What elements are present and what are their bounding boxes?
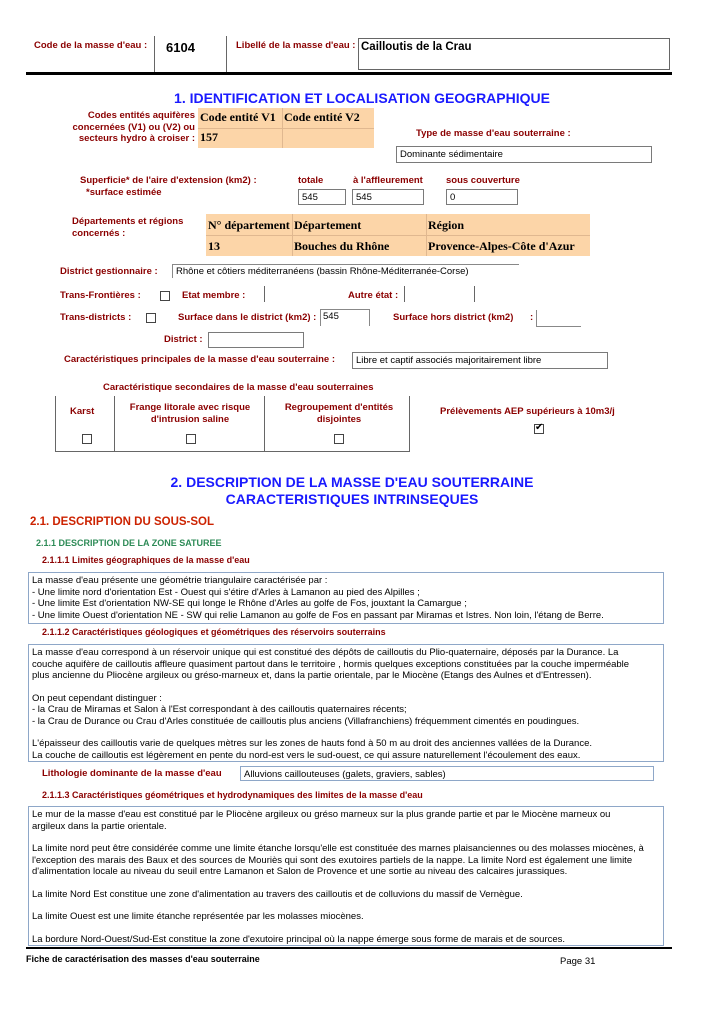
sub2111-heading: 2.1.1.1 Limites géographiques de la masse d'eau <box>42 555 250 565</box>
libelle-label: Libellé de la masse d'eau : <box>236 40 356 51</box>
carac-principales-field: Libre et captif associés majoritairement libre <box>352 352 608 369</box>
trans-frontieres-label: Trans-Frontières : <box>60 290 141 301</box>
dept-row-num: 13 <box>208 239 220 253</box>
dept-header-name: Département <box>294 218 362 232</box>
codes-label-line3: secteurs hydro à croiser : <box>78 133 195 144</box>
code-entite-v2-header: Code entité V2 <box>284 110 360 124</box>
geol-line: La masse d'eau correspond à un réservoir unique qui est constitué des dépôts de cailloutis du Plio-quaternaire, déposés par la Durance. La <box>32 647 619 658</box>
surface-hors-colon: : <box>530 312 534 323</box>
karst-checkbox[interactable] <box>82 434 92 444</box>
district-value: Rhône et côtiers méditerranéens (bassin Rhône-Méditerranée-Corse) <box>172 264 519 278</box>
hydro-line: La limite nord peut être considérée comme une limite étanche lorsqu'elle est constituée des marnes plaisanciennes ou des molasses miocènes, à <box>32 843 644 854</box>
dept-row-region: Provence-Alpes-Côte d'Azur <box>428 239 575 253</box>
affleurement-label: à l'affleurement <box>353 175 423 186</box>
hydro-line: argileux dans la partie orientale. <box>32 820 167 832</box>
lithologie-field: Alluvions caillouteuses (galets, graviers, sables) <box>240 766 654 781</box>
departements-label-line2: concernés : <box>72 228 126 239</box>
frange-label-line2: d'intrusion saline <box>150 414 230 425</box>
geol-line: L'épaisseur des cailloutis varie de quelques mètres sur les zones de hauts fond à 50 m au droit des anciennes vallées de la Durance. <box>32 738 593 749</box>
hydro-line: d'alimentation locale au niveau du seuil entre Lamanon et Salon de Provence et une sortie au niveau des calcaires jurassiques. <box>32 866 568 877</box>
limites-line: - Une limite Est d'orientation NW-SE qui longe le Rhône d'Arles au golfe de Fos, jouxtant la Camargue ; <box>32 598 467 609</box>
trans-districts-checkbox[interactable] <box>146 313 156 323</box>
codes-label-line1: Codes entités aquifères <box>87 110 195 121</box>
trans-districts-label: Trans-districts : <box>60 312 132 323</box>
sub2112-heading: 2.1.1.2 Caractéristiques géologiques et géométriques des réservoirs souterrains <box>42 627 386 637</box>
libelle-value: Cailloutis de la Crau <box>361 41 472 53</box>
geol-line: La couche de cailloutis est légèrement en pente du nord-est vers le sud-ouest, ce qui assure naturellement l'écoulement des eaux. <box>32 749 581 761</box>
code-entite-v1-value: 157 <box>200 130 218 144</box>
footer-rule <box>26 947 672 949</box>
hydro-line: La limite Nord Est constitue une zone d'alimentation au travers des cailloutis et de colluvions du massif de Vernègue. <box>32 888 523 900</box>
sub211-heading: 2.1.1 DESCRIPTION DE LA ZONE SATUREE <box>36 538 222 548</box>
section2-title-line2: CARACTERISTIQUES INTRINSEQUES <box>225 491 479 507</box>
limites-line: - Une limite Ouest d'orientation NE - SW qui relie Lamanon au golfe de Fos en passant par Miramas et Istres. Non loin, l'étang de Berre. <box>32 609 604 621</box>
frange-label <box>118 402 262 426</box>
geol-line: - la Crau de Durance ou Crau d'Arles constituée de cailloutis plus anciens (Villafranchiens) fréquemment cimentés en poudingues. <box>32 715 580 727</box>
code-entite-v1-header: Code entité V1 <box>200 110 276 124</box>
carac-secondaires-title: Caractéristique secondaires de la masse d'eau souterraines <box>103 382 374 393</box>
surface-note: *surface estimée <box>86 187 162 198</box>
etat-membre-label: Etat membre : <box>182 290 246 301</box>
dept-header-num: N° département <box>208 218 290 232</box>
lithologie-label: Lithologie dominante de la masse d'eau <box>42 768 222 779</box>
regroupement-label <box>268 402 410 426</box>
type-label: Type de masse d'eau souterraine : <box>416 128 571 139</box>
district-label: District gestionnaire : <box>60 266 158 277</box>
trans-frontieres-checkbox[interactable] <box>160 291 170 301</box>
totale-label: totale <box>298 175 324 186</box>
hydro-textbox <box>28 806 664 946</box>
autre-etat-label: Autre état : <box>348 290 399 301</box>
hydro-line: Le mur de la masse d'eau est constitué par le Pliocène argileux ou gréso marneux sur la plus grande partie et par le Miocène marneux ou <box>32 809 611 820</box>
regroupement-label-line2: disjointes <box>316 414 362 425</box>
header-rule <box>26 72 672 75</box>
sub2113-heading: 2.1.1.3 Caractéristiques géométriques et hydrodynamiques des limites de la masse d'eau <box>42 790 423 800</box>
departements-label-line1: Départements et régions <box>72 216 184 227</box>
geol-textbox <box>28 644 664 762</box>
frange-label-line1: Frange litorale avec risque <box>129 402 251 413</box>
hydro-line: l'exception des marais des Baux et des sources de Mouriès qui sont des exutoires partiels de la nappe. La limite Nord est également une limite <box>32 854 633 866</box>
limites-textbox <box>28 572 664 624</box>
carac-principales-label: Caractéristiques principales de la masse d'eau souterraine : <box>64 354 336 365</box>
geol-line: - la Crau de Miramas et Salon à l'Est correspondant à des cailloutis quaternaires récents; <box>32 704 407 715</box>
surface-district-field: 545 <box>320 309 370 326</box>
regroupement-label-line1: Regroupement d'entités <box>284 402 394 413</box>
departements-label <box>72 216 183 240</box>
regroupement-checkbox[interactable] <box>334 434 344 444</box>
footer-left: Fiche de caractérisation des masses d'eau souterraine <box>26 954 260 964</box>
affleurement-field: 545 <box>352 189 424 205</box>
code-label: Code de la masse d'eau : <box>34 40 148 51</box>
code-value: 6104 <box>166 40 195 55</box>
surface-hors-field <box>536 310 581 327</box>
page-number: Page 31 <box>560 956 596 967</box>
section2-title-line1: 2. DESCRIPTION DE LA MASSE D'EAU SOUTERRAINE <box>170 474 534 490</box>
geol-line: plus ancienne du Pliocène argileux ou gréso-marneux et, dans la partie orientale, par le Miocène (Etangs des Aulnes et d'Entressen). <box>32 670 592 681</box>
superficie-label: Superficie* de l'aire d'extension (km2) : <box>80 175 257 186</box>
sub21-heading: 2.1. DESCRIPTION DU SOUS-SOL <box>30 516 215 528</box>
sous-couverture-field: 0 <box>446 189 518 205</box>
frange-checkbox[interactable] <box>186 434 196 444</box>
district2-field <box>208 332 304 348</box>
sous-couverture-label: sous couverture <box>446 175 520 186</box>
section1-title: 1. IDENTIFICATION ET LOCALISATION GEOGRAPHIQUE <box>174 90 550 106</box>
codes-label <box>60 110 195 145</box>
surface-district-label: Surface dans le district (km2) : <box>178 312 317 323</box>
geol-line: On peut cependant distinguer : <box>32 692 162 704</box>
type-field: Dominante sédimentaire <box>396 146 652 163</box>
limites-line: La masse d'eau présente une géométrie triangulaire caractérisée par : <box>32 575 328 586</box>
departement-table <box>206 214 590 256</box>
dept-header-region: Région <box>428 218 464 232</box>
prelevements-checkbox[interactable] <box>534 424 544 434</box>
geol-line: couche aquifère de cailloutis affleure quasiment partout dans le territoire , hormis quelques exceptions constituées par la couche imperméable <box>32 658 630 670</box>
code-entite-table <box>198 108 374 148</box>
district2-label: District : <box>164 334 203 345</box>
prelevements-label: Prélèvements AEP supérieurs à 10m3/j <box>440 406 615 417</box>
dept-row-name: Bouches du Rhône <box>294 239 390 253</box>
codes-label-line2: concernées (V1) ou (V2) ou <box>72 121 195 133</box>
hydro-line: La limite Ouest est une limite étanche représentée par les molasses miocènes. <box>32 911 364 922</box>
libelle-field <box>358 38 670 70</box>
hydro-line: La bordure Nord-Ouest/Sud-Est constitue la zone d'exutoire principal où la nappe émerge sous forme de marais et de sources. <box>32 933 566 945</box>
limites-line: - Une limite nord d'orientation Est - Ouest qui s'étire d'Arles à Lamanon au pied des Alpilles ; <box>32 586 420 598</box>
totale-field: 545 <box>298 189 346 205</box>
surface-hors-label: Surface hors district (km2) <box>393 312 514 323</box>
karst-label: Karst <box>70 406 95 417</box>
